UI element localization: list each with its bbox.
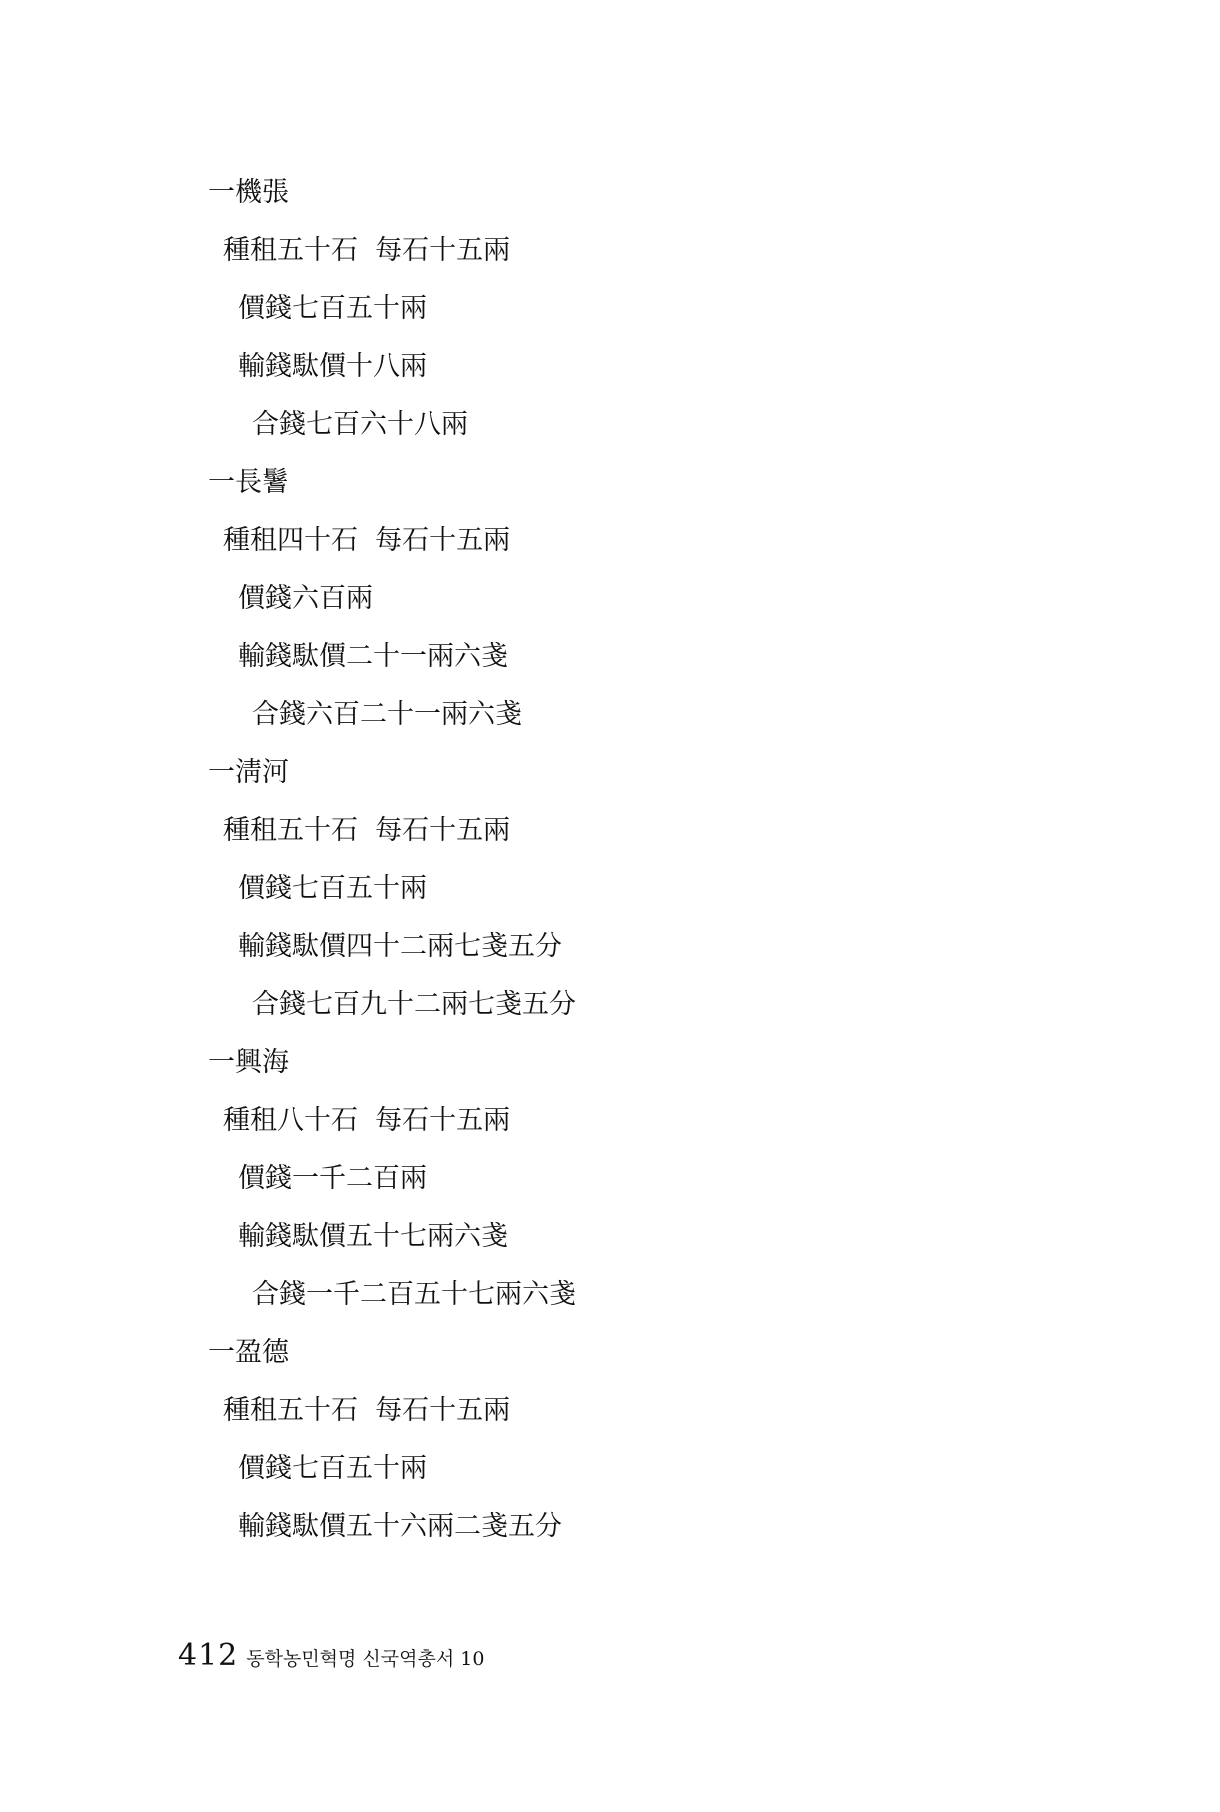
total-line: 合錢六百二十一兩六戔 <box>252 699 522 730</box>
price-line: 價錢六百兩 <box>238 583 373 614</box>
seed-tax-line: 種租五十石 每石十五兩 <box>223 815 511 846</box>
total-line: 合錢七百六十八兩 <box>252 409 468 440</box>
region-heading: 一長鬐 <box>208 467 289 498</box>
price-line: 價錢七百五十兩 <box>238 873 427 904</box>
transport-cost-line: 輸錢駄價四十二兩七戔五分 <box>238 931 562 962</box>
price-line: 價錢七百五十兩 <box>238 293 427 324</box>
transport-cost-line: 輸錢駄價五十六兩二戔五分 <box>238 1511 562 1542</box>
page-number: 412 <box>178 1638 239 1673</box>
region-heading: 一機張 <box>208 177 289 208</box>
seed-tax-line: 種租五十石 每石十五兩 <box>223 235 511 266</box>
price-line: 價錢一千二百兩 <box>238 1163 427 1194</box>
transport-cost-line: 輸錢駄價五十七兩六戔 <box>238 1221 508 1252</box>
total-line: 合錢七百九十二兩七戔五分 <box>252 989 576 1020</box>
total-line: 合錢一千二百五十七兩六戔 <box>252 1279 576 1310</box>
seed-tax-line: 種租四十石 每石十五兩 <box>223 525 511 556</box>
page-footer <box>178 1638 484 1673</box>
transport-cost-line: 輸錢駄價十八兩 <box>238 351 427 382</box>
price-line: 價錢七百五十兩 <box>238 1453 427 1484</box>
region-heading: 一淸河 <box>208 757 289 788</box>
seed-tax-line: 種租八十石 每石十五兩 <box>223 1105 511 1136</box>
book-title: 동학농민혁명 신국역총서 10 <box>246 1648 485 1670</box>
seed-tax-line: 種租五十石 每石十五兩 <box>223 1395 511 1426</box>
region-heading: 一盈德 <box>208 1337 289 1368</box>
transport-cost-line: 輸錢駄價二十一兩六戔 <box>238 641 508 672</box>
region-heading: 一興海 <box>208 1047 289 1078</box>
